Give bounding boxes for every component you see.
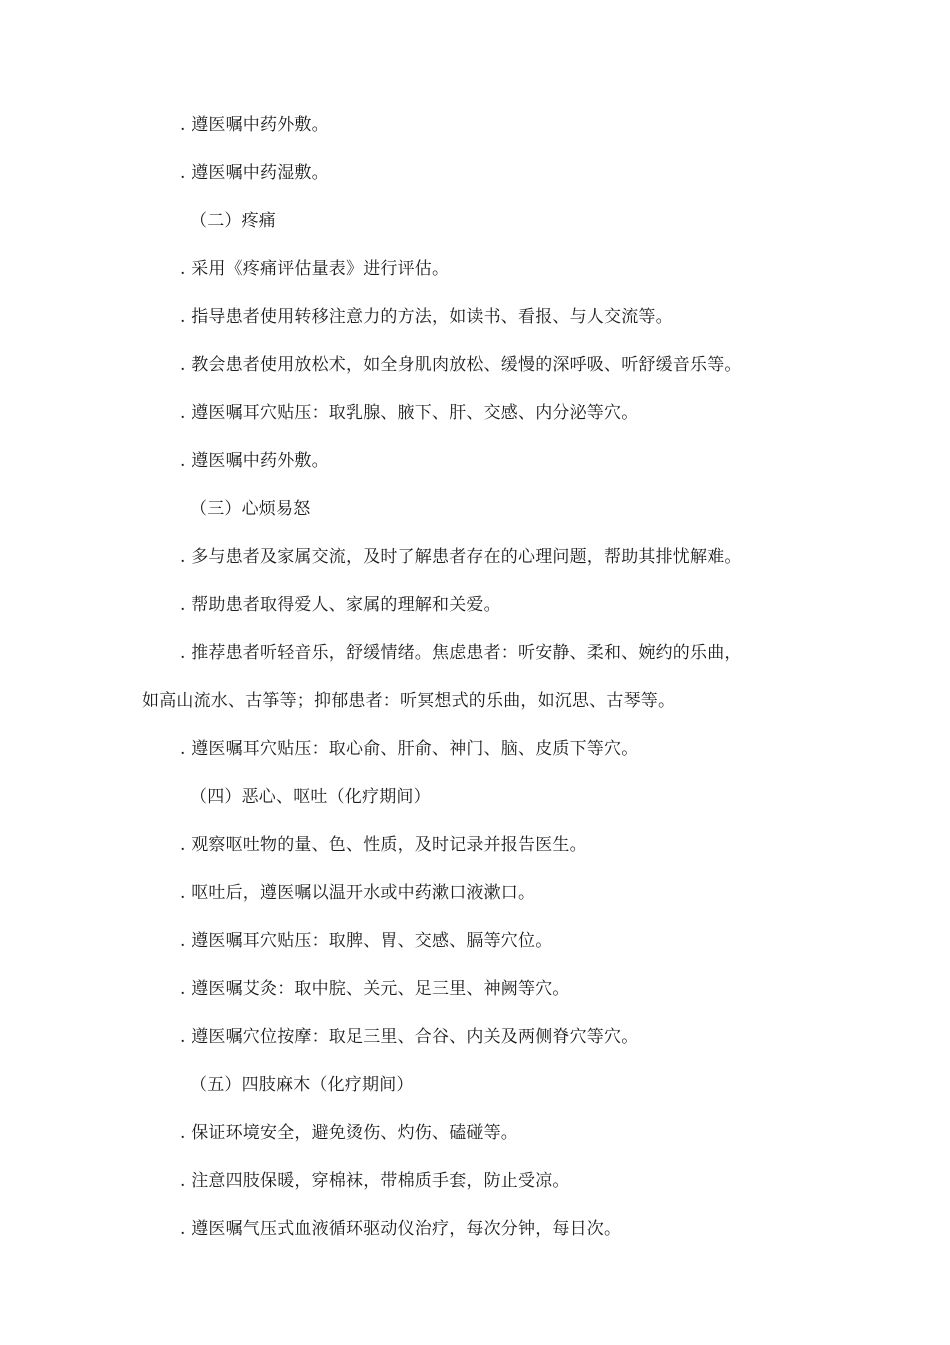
text-line: . 推荐患者听轻音乐，舒缓情绪。焦虑患者：听安静、柔和、婉约的乐曲，: [180, 643, 742, 663]
text-line: . 遵医嘱耳穴贴压：取乳腺、腋下、肝、交感、内分泌等穴。: [180, 403, 639, 423]
text-line: . 采用《疼痛评估量表》进行评估。: [180, 259, 450, 279]
text-line: . 注意四肢保暖，穿棉袜，带棉质手套，防止受凉。: [180, 1171, 570, 1191]
text-line: . 遵医嘱耳穴贴压：取脾、胃、交感、膈等穴位。: [180, 931, 553, 951]
section-heading: （三）心烦易怒: [190, 499, 311, 519]
section-heading: （二）疼痛: [190, 211, 276, 231]
text-line: . 遵医嘱耳穴贴压：取心俞、肝俞、神门、脑、皮质下等穴。: [180, 739, 639, 759]
text-line: . 教会患者使用放松术，如全身肌肉放松、缓慢的深呼吸、听舒缓音乐等。: [180, 355, 742, 375]
text-line: . 遵医嘱气压式血液循环驱动仪治疗，每次分钟，每日次。: [180, 1219, 622, 1239]
text-line-continuation: 如高山流水、古筝等；抑郁患者：听冥想式的乐曲，如沉思、古琴等。: [142, 691, 676, 711]
text-line: . 遵医嘱中药外敷。: [180, 115, 329, 135]
text-line: . 遵医嘱中药外敷。: [180, 451, 329, 471]
text-line: . 呕吐后，遵医嘱以温开水或中药漱口液漱口。: [180, 883, 536, 903]
text-line: . 保证环境安全，避免烫伤、灼伤、磕碰等。: [180, 1123, 519, 1143]
text-line: . 指导患者使用转移注意力的方法，如读书、看报、与人交流等。: [180, 307, 673, 327]
text-line: . 遵医嘱穴位按摩：取足三里、合谷、内关及两侧脊穴等穴。: [180, 1027, 639, 1047]
text-line: . 遵医嘱中药湿敷。: [180, 163, 329, 183]
text-line: . 帮助患者取得爱人、家属的理解和关爱。: [180, 595, 501, 615]
text-line: . 观察呕吐物的量、色、性质，及时记录并报告医生。: [180, 835, 587, 855]
text-line: . 多与患者及家属交流，及时了解患者存在的心理问题，帮助其排忧解难。: [180, 547, 742, 567]
section-heading: （五）四肢麻木（化疗期间）: [190, 1075, 414, 1095]
text-line: . 遵医嘱艾灸：取中脘、关元、足三里、神阙等穴。: [180, 979, 570, 999]
section-heading: （四）恶心、呕吐（化疗期间）: [190, 787, 431, 807]
